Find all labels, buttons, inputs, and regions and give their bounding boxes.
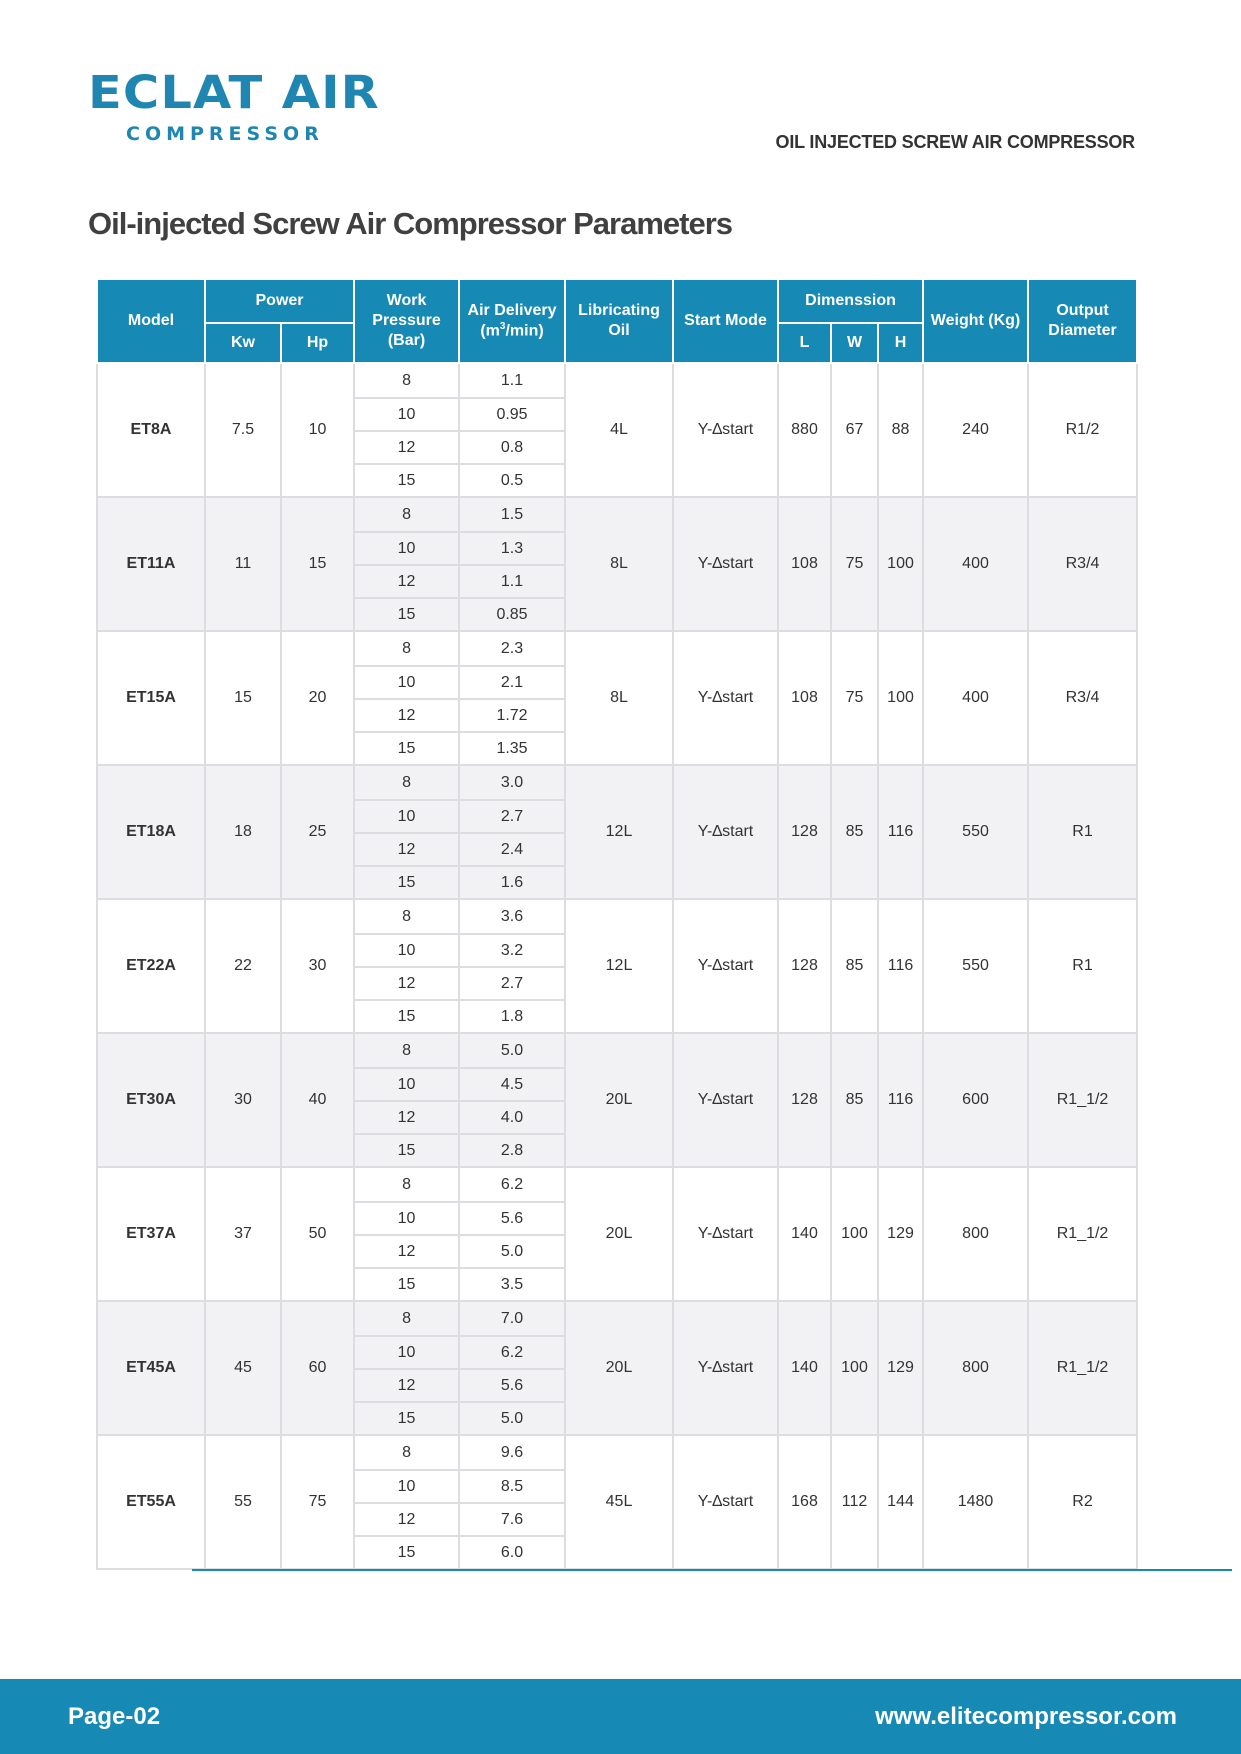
work-pressure-cell: 15 bbox=[354, 866, 459, 899]
air-delivery-cell: 2.7 bbox=[459, 967, 565, 1000]
output-diameter-cell: R3/4 bbox=[1028, 631, 1137, 765]
work-pressure-cell: 15 bbox=[354, 1536, 459, 1569]
header-width: W bbox=[831, 323, 878, 363]
brand-logo bbox=[88, 66, 388, 145]
output-diameter-cell: R1 bbox=[1028, 765, 1137, 899]
air-delivery-cell: 1.3 bbox=[459, 532, 565, 565]
work-pressure-cell: 10 bbox=[354, 1470, 459, 1503]
weight-cell: 240 bbox=[923, 363, 1028, 497]
work-pressure-cell: 12 bbox=[354, 1235, 459, 1268]
output-diameter-cell: R1_1/2 bbox=[1028, 1033, 1137, 1167]
air-delivery-cell: 0.85 bbox=[459, 598, 565, 631]
model-cell: ET37A bbox=[97, 1167, 205, 1301]
page-number: Page-02 bbox=[68, 1703, 161, 1730]
air-delivery-cell: 6.2 bbox=[459, 1167, 565, 1202]
start-mode-cell: Y-∆start bbox=[673, 631, 778, 765]
start-mode-cell: Y-∆start bbox=[673, 1033, 778, 1167]
work-pressure-cell: 12 bbox=[354, 833, 459, 866]
power-kw-cell: 22 bbox=[205, 899, 281, 1033]
air-delivery-cell: 4.5 bbox=[459, 1068, 565, 1101]
air-delivery-cell: 7.6 bbox=[459, 1503, 565, 1536]
weight-cell: 800 bbox=[923, 1167, 1028, 1301]
dimension-h-cell: 100 bbox=[878, 497, 923, 631]
start-mode-cell: Y-∆start bbox=[673, 765, 778, 899]
output-diameter-cell: R1_1/2 bbox=[1028, 1167, 1137, 1301]
work-pressure-cell: 15 bbox=[354, 732, 459, 765]
air-delivery-cell: 3.6 bbox=[459, 899, 565, 934]
dimension-w-cell: 75 bbox=[831, 631, 878, 765]
work-pressure-cell: 12 bbox=[354, 1369, 459, 1402]
work-pressure-cell: 12 bbox=[354, 1503, 459, 1536]
power-kw-cell: 7.5 bbox=[205, 363, 281, 497]
air-delivery-cell: 2.1 bbox=[459, 666, 565, 699]
air-delivery-cell: 7.0 bbox=[459, 1301, 565, 1336]
dimension-w-cell: 75 bbox=[831, 497, 878, 631]
table-row bbox=[97, 1435, 1137, 1470]
power-kw-cell: 45 bbox=[205, 1301, 281, 1435]
header-output-diameter: Output Diameter bbox=[1028, 279, 1137, 363]
work-pressure-cell: 10 bbox=[354, 934, 459, 967]
work-pressure-cell: 15 bbox=[354, 1402, 459, 1435]
air-delivery-cell: 5.0 bbox=[459, 1033, 565, 1068]
lubricating-oil-cell: 20L bbox=[565, 1301, 673, 1435]
air-delivery-cell: 5.0 bbox=[459, 1235, 565, 1268]
work-pressure-cell: 12 bbox=[354, 431, 459, 464]
work-pressure-cell: 10 bbox=[354, 1068, 459, 1101]
lubricating-oil-cell: 45L bbox=[565, 1435, 673, 1569]
work-pressure-cell: 12 bbox=[354, 565, 459, 598]
header-height: H bbox=[878, 323, 923, 363]
table-row bbox=[97, 765, 1137, 800]
work-pressure-cell: 8 bbox=[354, 497, 459, 532]
lubricating-oil-cell: 8L bbox=[565, 497, 673, 631]
model-cell: ET15A bbox=[97, 631, 205, 765]
weight-cell: 800 bbox=[923, 1301, 1028, 1435]
dimension-w-cell: 100 bbox=[831, 1301, 878, 1435]
table-row bbox=[97, 899, 1137, 934]
table-row bbox=[97, 363, 1137, 398]
air-delivery-cell: 2.3 bbox=[459, 631, 565, 666]
air-delivery-cell: 3.2 bbox=[459, 934, 565, 967]
dimension-l-cell: 140 bbox=[778, 1167, 831, 1301]
output-diameter-cell: R3/4 bbox=[1028, 497, 1137, 631]
start-mode-cell: Y-∆start bbox=[673, 1435, 778, 1569]
header-start-mode: Start Mode bbox=[673, 279, 778, 363]
power-kw-cell: 55 bbox=[205, 1435, 281, 1569]
air-delivery-cell: 2.8 bbox=[459, 1134, 565, 1167]
document-category: OIL INJECTED SCREW AIR COMPRESSOR bbox=[775, 132, 1135, 152]
logo-wordmark: ECLAT AIR bbox=[88, 66, 380, 119]
header-air-delivery-exponent: 3 bbox=[499, 320, 506, 332]
air-delivery-cell: 0.8 bbox=[459, 431, 565, 464]
dimension-l-cell: 140 bbox=[778, 1301, 831, 1435]
air-delivery-cell: 1.6 bbox=[459, 866, 565, 899]
power-hp-cell: 60 bbox=[281, 1301, 354, 1435]
header-air-delivery-label: Air Delivery bbox=[467, 301, 557, 319]
start-mode-cell: Y-∆start bbox=[673, 497, 778, 631]
model-cell: ET45A bbox=[97, 1301, 205, 1435]
table-row bbox=[97, 1167, 1137, 1202]
output-diameter-cell: R1 bbox=[1028, 899, 1137, 1033]
table-row bbox=[97, 1301, 1137, 1336]
dimension-l-cell: 128 bbox=[778, 765, 831, 899]
work-pressure-cell: 8 bbox=[354, 899, 459, 934]
air-delivery-cell: 1.35 bbox=[459, 732, 565, 765]
model-cell: ET55A bbox=[97, 1435, 205, 1569]
dimension-h-cell: 144 bbox=[878, 1435, 923, 1569]
dimension-h-cell: 129 bbox=[878, 1301, 923, 1435]
air-delivery-cell: 1.72 bbox=[459, 699, 565, 732]
air-delivery-cell: 6.2 bbox=[459, 1336, 565, 1369]
page-title: Oil-injected Screw Air Compressor Parameters bbox=[88, 206, 733, 241]
table-row bbox=[97, 631, 1137, 666]
air-delivery-cell: 1.1 bbox=[459, 565, 565, 598]
air-delivery-cell: 0.95 bbox=[459, 398, 565, 431]
start-mode-cell: Y-∆start bbox=[673, 899, 778, 1033]
work-pressure-cell: 15 bbox=[354, 1134, 459, 1167]
work-pressure-cell: 8 bbox=[354, 765, 459, 800]
table-row bbox=[97, 497, 1137, 532]
output-diameter-cell: R1_1/2 bbox=[1028, 1301, 1137, 1435]
dimension-l-cell: 108 bbox=[778, 497, 831, 631]
work-pressure-cell: 12 bbox=[354, 699, 459, 732]
dimension-h-cell: 116 bbox=[878, 1033, 923, 1167]
dimension-w-cell: 85 bbox=[831, 899, 878, 1033]
website-link[interactable]: www.elitecompressor.com bbox=[875, 1703, 1177, 1730]
dimension-w-cell: 85 bbox=[831, 1033, 878, 1167]
dimension-h-cell: 116 bbox=[878, 899, 923, 1033]
power-hp-cell: 10 bbox=[281, 363, 354, 497]
work-pressure-cell: 10 bbox=[354, 398, 459, 431]
power-hp-cell: 30 bbox=[281, 899, 354, 1033]
air-delivery-cell: 0.5 bbox=[459, 464, 565, 497]
header-weight: Weight (Kg) bbox=[923, 279, 1028, 363]
header-work-pressure: Work Pressure (Bar) bbox=[354, 279, 459, 363]
header-air-delivery bbox=[459, 279, 565, 363]
dimension-h-cell: 116 bbox=[878, 765, 923, 899]
air-delivery-cell: 2.7 bbox=[459, 800, 565, 833]
dimension-l-cell: 128 bbox=[778, 899, 831, 1033]
dimension-l-cell: 880 bbox=[778, 363, 831, 497]
weight-cell: 550 bbox=[923, 765, 1028, 899]
weight-cell: 550 bbox=[923, 899, 1028, 1033]
air-delivery-cell: 2.4 bbox=[459, 833, 565, 866]
model-cell: ET8A bbox=[97, 363, 205, 497]
header-model: Model bbox=[97, 279, 205, 363]
work-pressure-cell: 8 bbox=[354, 363, 459, 398]
start-mode-cell: Y-∆start bbox=[673, 1167, 778, 1301]
work-pressure-cell: 15 bbox=[354, 1268, 459, 1301]
power-hp-cell: 20 bbox=[281, 631, 354, 765]
work-pressure-cell: 10 bbox=[354, 666, 459, 699]
header-power: Power bbox=[205, 279, 354, 323]
header-air-delivery-unit-close: /min) bbox=[505, 322, 544, 340]
lubricating-oil-cell: 20L bbox=[565, 1033, 673, 1167]
work-pressure-cell: 8 bbox=[354, 1435, 459, 1470]
air-delivery-cell: 8.5 bbox=[459, 1470, 565, 1503]
air-delivery-cell: 9.6 bbox=[459, 1435, 565, 1470]
model-cell: ET18A bbox=[97, 765, 205, 899]
work-pressure-cell: 8 bbox=[354, 1033, 459, 1068]
lubricating-oil-cell: 4L bbox=[565, 363, 673, 497]
dimension-h-cell: 100 bbox=[878, 631, 923, 765]
power-hp-cell: 50 bbox=[281, 1167, 354, 1301]
power-hp-cell: 25 bbox=[281, 765, 354, 899]
parameters-table bbox=[96, 278, 1138, 1570]
model-cell: ET11A bbox=[97, 497, 205, 631]
page-footer bbox=[0, 1679, 1241, 1754]
air-delivery-cell: 5.6 bbox=[459, 1202, 565, 1235]
output-diameter-cell: R2 bbox=[1028, 1435, 1137, 1569]
work-pressure-cell: 15 bbox=[354, 598, 459, 631]
dimension-w-cell: 85 bbox=[831, 765, 878, 899]
model-cell: ET30A bbox=[97, 1033, 205, 1167]
dimension-w-cell: 67 bbox=[831, 363, 878, 497]
header-length: L bbox=[778, 323, 831, 363]
dimension-h-cell: 88 bbox=[878, 363, 923, 497]
weight-cell: 400 bbox=[923, 497, 1028, 631]
start-mode-cell: Y-∆start bbox=[673, 363, 778, 497]
air-delivery-cell: 3.0 bbox=[459, 765, 565, 800]
power-hp-cell: 15 bbox=[281, 497, 354, 631]
parameters-table-body bbox=[97, 363, 1137, 1569]
table-bottom-rule bbox=[192, 1569, 1232, 1571]
power-kw-cell: 15 bbox=[205, 631, 281, 765]
work-pressure-cell: 15 bbox=[354, 464, 459, 497]
lubricating-oil-cell: 12L bbox=[565, 899, 673, 1033]
power-hp-cell: 75 bbox=[281, 1435, 354, 1569]
air-delivery-cell: 4.0 bbox=[459, 1101, 565, 1134]
model-cell: ET22A bbox=[97, 899, 205, 1033]
work-pressure-cell: 10 bbox=[354, 532, 459, 565]
dimension-l-cell: 108 bbox=[778, 631, 831, 765]
air-delivery-cell: 5.6 bbox=[459, 1369, 565, 1402]
logo-subtitle: COMPRESSOR bbox=[126, 123, 324, 145]
weight-cell: 400 bbox=[923, 631, 1028, 765]
work-pressure-cell: 15 bbox=[354, 1000, 459, 1033]
air-delivery-cell: 3.5 bbox=[459, 1268, 565, 1301]
weight-cell: 600 bbox=[923, 1033, 1028, 1167]
work-pressure-cell: 8 bbox=[354, 1301, 459, 1336]
air-delivery-cell: 1.5 bbox=[459, 497, 565, 532]
table-row bbox=[97, 1033, 1137, 1068]
work-pressure-cell: 8 bbox=[354, 631, 459, 666]
header-dimension: Dimenssion bbox=[778, 279, 923, 323]
work-pressure-cell: 10 bbox=[354, 1336, 459, 1369]
lubricating-oil-cell: 20L bbox=[565, 1167, 673, 1301]
lubricating-oil-cell: 12L bbox=[565, 765, 673, 899]
dimension-w-cell: 112 bbox=[831, 1435, 878, 1569]
header-air-delivery-unit-open: (m bbox=[480, 322, 500, 340]
work-pressure-cell: 12 bbox=[354, 1101, 459, 1134]
dimension-l-cell: 128 bbox=[778, 1033, 831, 1167]
lubricating-oil-cell: 8L bbox=[565, 631, 673, 765]
power-kw-cell: 30 bbox=[205, 1033, 281, 1167]
dimension-l-cell: 168 bbox=[778, 1435, 831, 1569]
power-hp-cell: 40 bbox=[281, 1033, 354, 1167]
air-delivery-cell: 5.0 bbox=[459, 1402, 565, 1435]
air-delivery-cell: 6.0 bbox=[459, 1536, 565, 1569]
dimension-h-cell: 129 bbox=[878, 1167, 923, 1301]
weight-cell: 1480 bbox=[923, 1435, 1028, 1569]
dimension-w-cell: 100 bbox=[831, 1167, 878, 1301]
output-diameter-cell: R1/2 bbox=[1028, 363, 1137, 497]
header-lubricating-oil: Libricating Oil bbox=[565, 279, 673, 363]
air-delivery-cell: 1.8 bbox=[459, 1000, 565, 1033]
start-mode-cell: Y-∆start bbox=[673, 1301, 778, 1435]
power-kw-cell: 11 bbox=[205, 497, 281, 631]
parameters-table-container bbox=[96, 278, 1136, 1570]
power-kw-cell: 18 bbox=[205, 765, 281, 899]
work-pressure-cell: 12 bbox=[354, 967, 459, 1000]
power-kw-cell: 37 bbox=[205, 1167, 281, 1301]
work-pressure-cell: 10 bbox=[354, 1202, 459, 1235]
air-delivery-cell: 1.1 bbox=[459, 363, 565, 398]
work-pressure-cell: 8 bbox=[354, 1167, 459, 1202]
work-pressure-cell: 10 bbox=[354, 800, 459, 833]
header-kw: Kw bbox=[205, 323, 281, 363]
header-hp: Hp bbox=[281, 323, 354, 363]
